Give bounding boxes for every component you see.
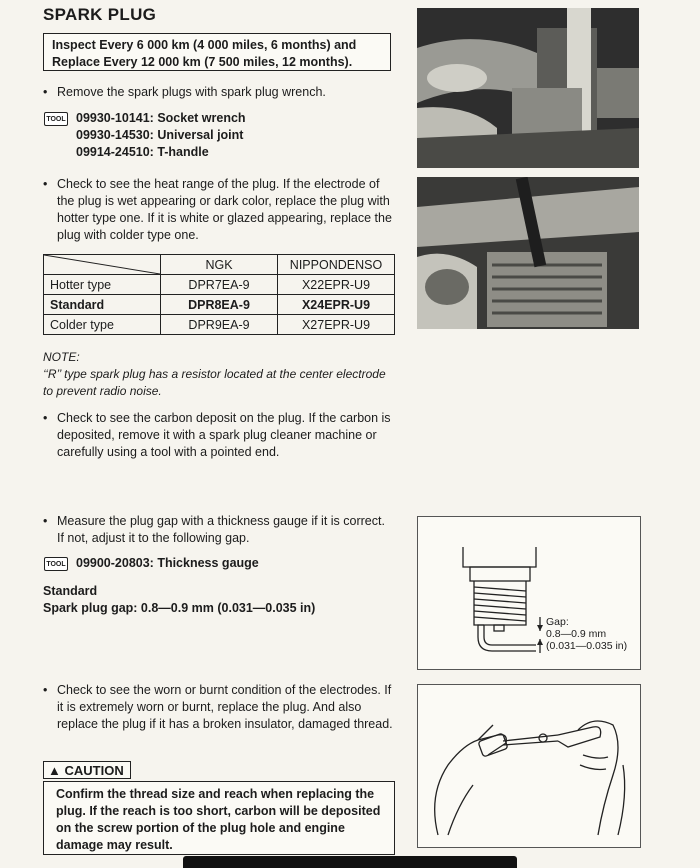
thickness-gauge-drawing — [418, 685, 640, 847]
tool-item: 09930-10141: Socket wrench — [76, 111, 246, 125]
bullet-dot: • — [43, 85, 48, 99]
bullet-remove — [43, 84, 393, 101]
table-corner-cell — [44, 255, 161, 275]
table-row — [44, 275, 395, 295]
bullet-dot: • — [43, 683, 48, 697]
tool-item: 09914-24510: T-handle — [76, 145, 209, 159]
inspection-line-1: Inspect Every 6 000 km (4 000 miles, 6 months) and — [52, 38, 357, 52]
standard-gap-block — [43, 583, 403, 617]
diagonal-line — [44, 255, 160, 274]
table-cell: Colder type — [44, 315, 161, 335]
tool-icon: TOOL — [44, 112, 68, 126]
table-cell: X24EPR-U9 — [278, 295, 395, 315]
bullet-carbon — [43, 410, 395, 461]
warning-triangle-icon: ▲ — [48, 763, 61, 778]
bullet-gap-text: Measure the plug gap with a thickness gauge if it is correct. If not, adjust it to the following gap. — [57, 514, 385, 545]
bullet-heat-range-text: Check to see the heat range of the plug. If the electrode of the plug is wet appearing or dark color, replace the plug with hotter type one. If it is white or glazed appearing, replace the plug with colder type one. — [57, 177, 392, 242]
tool-icon: TOOL — [44, 557, 68, 571]
engine-photo-top — [417, 8, 639, 168]
footer-bar — [183, 856, 517, 868]
engine-photo-top-drawing — [417, 8, 639, 168]
tool-item: 09900-20803: Thickness gauge — [76, 556, 259, 570]
spark-plug-gap-spec: Spark plug gap: 0.8—0.9 mm (0.031—0.035 in) — [43, 601, 316, 615]
bullet-worn-text: Check to see the worn or burnt condition of the electrodes. If it is extremely worn or burnt, replace the plug. And also replace the plug if it has a broken insulator, damaged thread. — [57, 683, 393, 731]
spark-plug-gap-figure — [417, 516, 641, 670]
standard-label: Standard — [43, 584, 98, 598]
tool-list-2 — [76, 555, 259, 572]
table-header-ngk: NGK — [161, 255, 278, 275]
table-cell: Standard — [44, 295, 161, 315]
bullet-gap — [43, 513, 395, 547]
table-cell: DPR7EA-9 — [161, 275, 278, 295]
page-title: SPARK PLUG — [43, 5, 157, 24]
gap-label-title: Gap: — [546, 616, 569, 628]
gap-label — [546, 616, 627, 652]
bullet-heat-range — [43, 176, 395, 244]
spark-plug-table — [43, 254, 395, 335]
table-row — [44, 315, 395, 335]
gap-label-mm: 0.8—0.9 mm — [546, 628, 607, 640]
bullet-dot: • — [43, 411, 48, 425]
caution-label — [43, 761, 131, 779]
bullet-worn — [43, 682, 395, 733]
caution-box: Confirm the thread size and reach when replacing the plug. If the reach is too short, carbon will be deposited on the screw portion of the plug hole and engine damage may result. — [43, 781, 395, 855]
inspection-line-2: Replace Every 12 000 km (7 500 miles, 12 months). — [52, 55, 353, 69]
note-block — [43, 349, 398, 400]
bullet-dot: • — [43, 177, 48, 191]
table-cell: DPR8EA-9 — [161, 295, 278, 315]
engine-photo-bottom — [417, 177, 639, 329]
tool-list-1 — [76, 110, 376, 161]
bullet-remove-text: Remove the spark plugs with spark plug wrench. — [57, 85, 326, 99]
note-text: ‘‘R’’ type spark plug has a resistor located at the center electrode to prevent radio noise. — [43, 367, 386, 398]
table-row — [44, 295, 395, 315]
table-header-nippondenso: NIPPONDENSO — [278, 255, 395, 275]
inspection-interval-box — [43, 33, 391, 71]
table-header-row — [44, 255, 395, 275]
table-cell: DPR9EA-9 — [161, 315, 278, 335]
note-label: NOTE: — [43, 350, 80, 364]
engine-photo-bottom-drawing — [417, 177, 639, 329]
tool-item: 09930-14530: Universal joint — [76, 128, 244, 142]
thickness-gauge-figure — [417, 684, 641, 848]
table-cell: Hotter type — [44, 275, 161, 295]
table-cell: X22EPR-U9 — [278, 275, 395, 295]
bullet-dot: • — [43, 514, 48, 528]
gap-label-inch: (0.031—0.035 in) — [546, 640, 628, 652]
bullet-carbon-text: Check to see the carbon deposit on the plug. If the carbon is deposited, remove it with a spark plug cleaner machine or carefully using a tool with a pointed end. — [57, 411, 391, 459]
caution-label-text: CAUTION — [64, 763, 124, 778]
table-cell: X27EPR-U9 — [278, 315, 395, 335]
